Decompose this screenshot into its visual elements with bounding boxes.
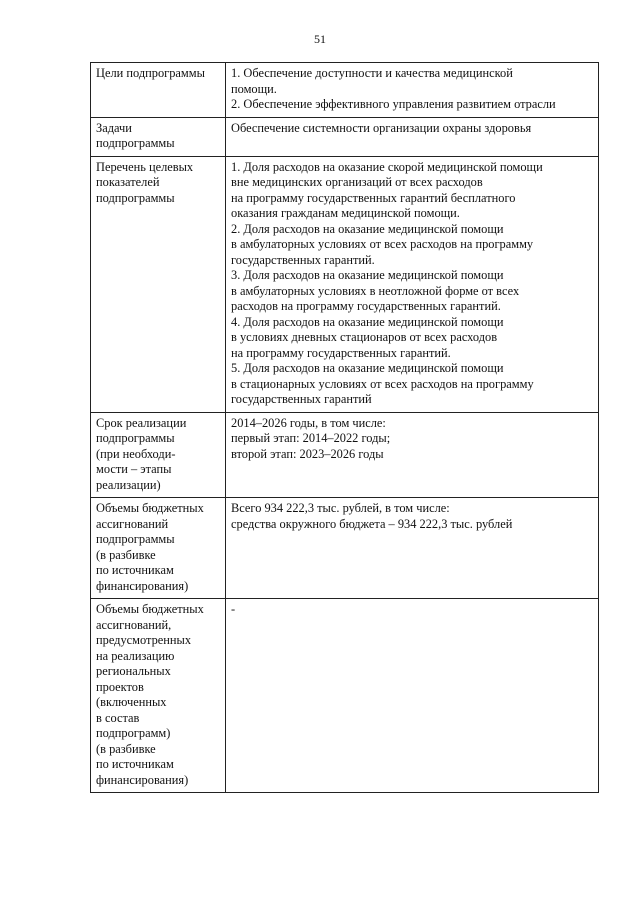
row-label-line: подпрограммы <box>96 431 175 445</box>
row-label-line: Срок реализации <box>96 415 187 430</box>
row-value-cell <box>226 63 599 118</box>
row-label-line: (при необходи- <box>96 446 176 461</box>
row-value-line: 4. Доля расходов на оказание медицинской помощи <box>231 314 504 329</box>
row-label-line: Задачи <box>96 120 132 135</box>
row-label-line: по источникам <box>96 757 174 771</box>
row-value-line: второй этап: 2023–2026 годы <box>231 446 384 461</box>
row-label-line: в состав <box>96 710 140 725</box>
row-value-cell <box>226 498 599 599</box>
row-label-line: финансирования) <box>96 772 189 787</box>
row-label-cell <box>91 117 226 156</box>
row-label-line: (в разбивке <box>96 547 156 562</box>
row-value-cell <box>226 117 599 156</box>
row-label-line: подпрограммы <box>96 136 175 150</box>
row-value-line: средства окружного бюджета – 934 222,3 тыс. рублей <box>231 516 513 531</box>
row-value-line: расходов на программу государственных гарантий. <box>231 299 501 313</box>
row-value-line: в условиях дневных стационаров от всех расходов <box>231 330 498 344</box>
row-label-line: проектов <box>96 679 144 694</box>
row-label-line: Перечень целевых <box>96 159 194 174</box>
table-row-tasks <box>91 117 599 156</box>
row-value-line: оказания гражданам медицинской помощи. <box>231 206 460 220</box>
row-label-line: ассигнований <box>96 516 169 531</box>
table-row-goals <box>91 63 599 118</box>
row-label-line: финансирования) <box>96 578 189 593</box>
row-label-line: показателей <box>96 175 160 189</box>
row-label-line: (включенных <box>96 695 167 709</box>
table-row-implementation-period <box>91 412 599 498</box>
row-value-line: 3. Доля расходов на оказание медицинской помощи <box>231 268 504 282</box>
row-label-line: подпрограммы <box>96 190 175 205</box>
row-value-line: Обеспечение системности организации охраны здоровья <box>231 120 532 135</box>
row-value-line: 1. Обеспечение доступности и качества медицинской <box>231 66 513 80</box>
table-row-target-indicators <box>91 156 599 412</box>
row-label-cell <box>91 63 226 118</box>
row-value-line: - <box>231 602 236 616</box>
row-value-line: на программу государственных гарантий. <box>231 345 451 360</box>
row-value-line: в амбулаторных условиях от всех расходов на программу <box>231 237 534 251</box>
row-label-line: (в разбивке <box>96 741 156 756</box>
row-value-line: государственных гарантий <box>231 392 372 406</box>
row-value-cell <box>226 599 599 793</box>
table-row-regional-projects-allocations <box>91 599 599 793</box>
row-label-cell <box>91 599 226 793</box>
row-label-line: подпрограммы <box>96 532 175 546</box>
row-label-line: Объемы бюджетных <box>96 501 204 515</box>
row-value-line: 1. Доля расходов на оказание скорой медицинской помощи <box>231 159 543 174</box>
row-label-cell <box>91 156 226 412</box>
row-label-line: Объемы бюджетных <box>96 602 204 616</box>
row-value-line: 5. Доля расходов на оказание медицинской помощи <box>231 361 504 375</box>
row-value-line: 2014–2026 годы, в том числе: <box>231 415 386 430</box>
row-label-line: по источникам <box>96 563 174 577</box>
row-label-line: на реализацию <box>96 648 175 663</box>
row-value-line: первый этап: 2014–2022 годы; <box>231 431 391 445</box>
row-label-line: подпрограмм) <box>96 726 171 740</box>
row-value-line: в амбулаторных условиях в неотложной форме от всех <box>231 283 520 298</box>
row-value-line: в стационарных условиях от всех расходов на программу <box>231 376 534 391</box>
row-value-line: 2. Доля расходов на оказание медицинской помощи <box>231 221 504 236</box>
row-value-line: государственных гарантий. <box>231 252 375 267</box>
row-label-line: реализации) <box>96 477 161 492</box>
row-value-line: 2. Обеспечение эффективного управления развитием отрасли <box>231 97 556 111</box>
row-label-cell <box>91 498 226 599</box>
row-label-line: Цели подпрограммы <box>96 66 205 80</box>
row-label-line: ассигнований, <box>96 617 172 632</box>
row-value-line: на программу государственных гарантий бесплатного <box>231 190 516 205</box>
row-label-line: предусмотренных <box>96 633 192 647</box>
page-number: 51 <box>314 32 326 46</box>
subprogram-passport-table <box>90 62 599 793</box>
row-value-line: Всего 934 222,3 тыс. рублей, в том числе: <box>231 501 450 515</box>
table-row-budget-allocations <box>91 498 599 599</box>
row-value-cell <box>226 156 599 412</box>
row-label-line: мости – этапы <box>96 462 172 476</box>
row-label-cell <box>91 412 226 498</box>
row-label-line: региональных <box>96 664 171 678</box>
row-value-line: помощи. <box>231 81 277 96</box>
row-value-line: вне медицинских организаций от всех расходов <box>231 175 483 189</box>
row-value-cell <box>226 412 599 498</box>
